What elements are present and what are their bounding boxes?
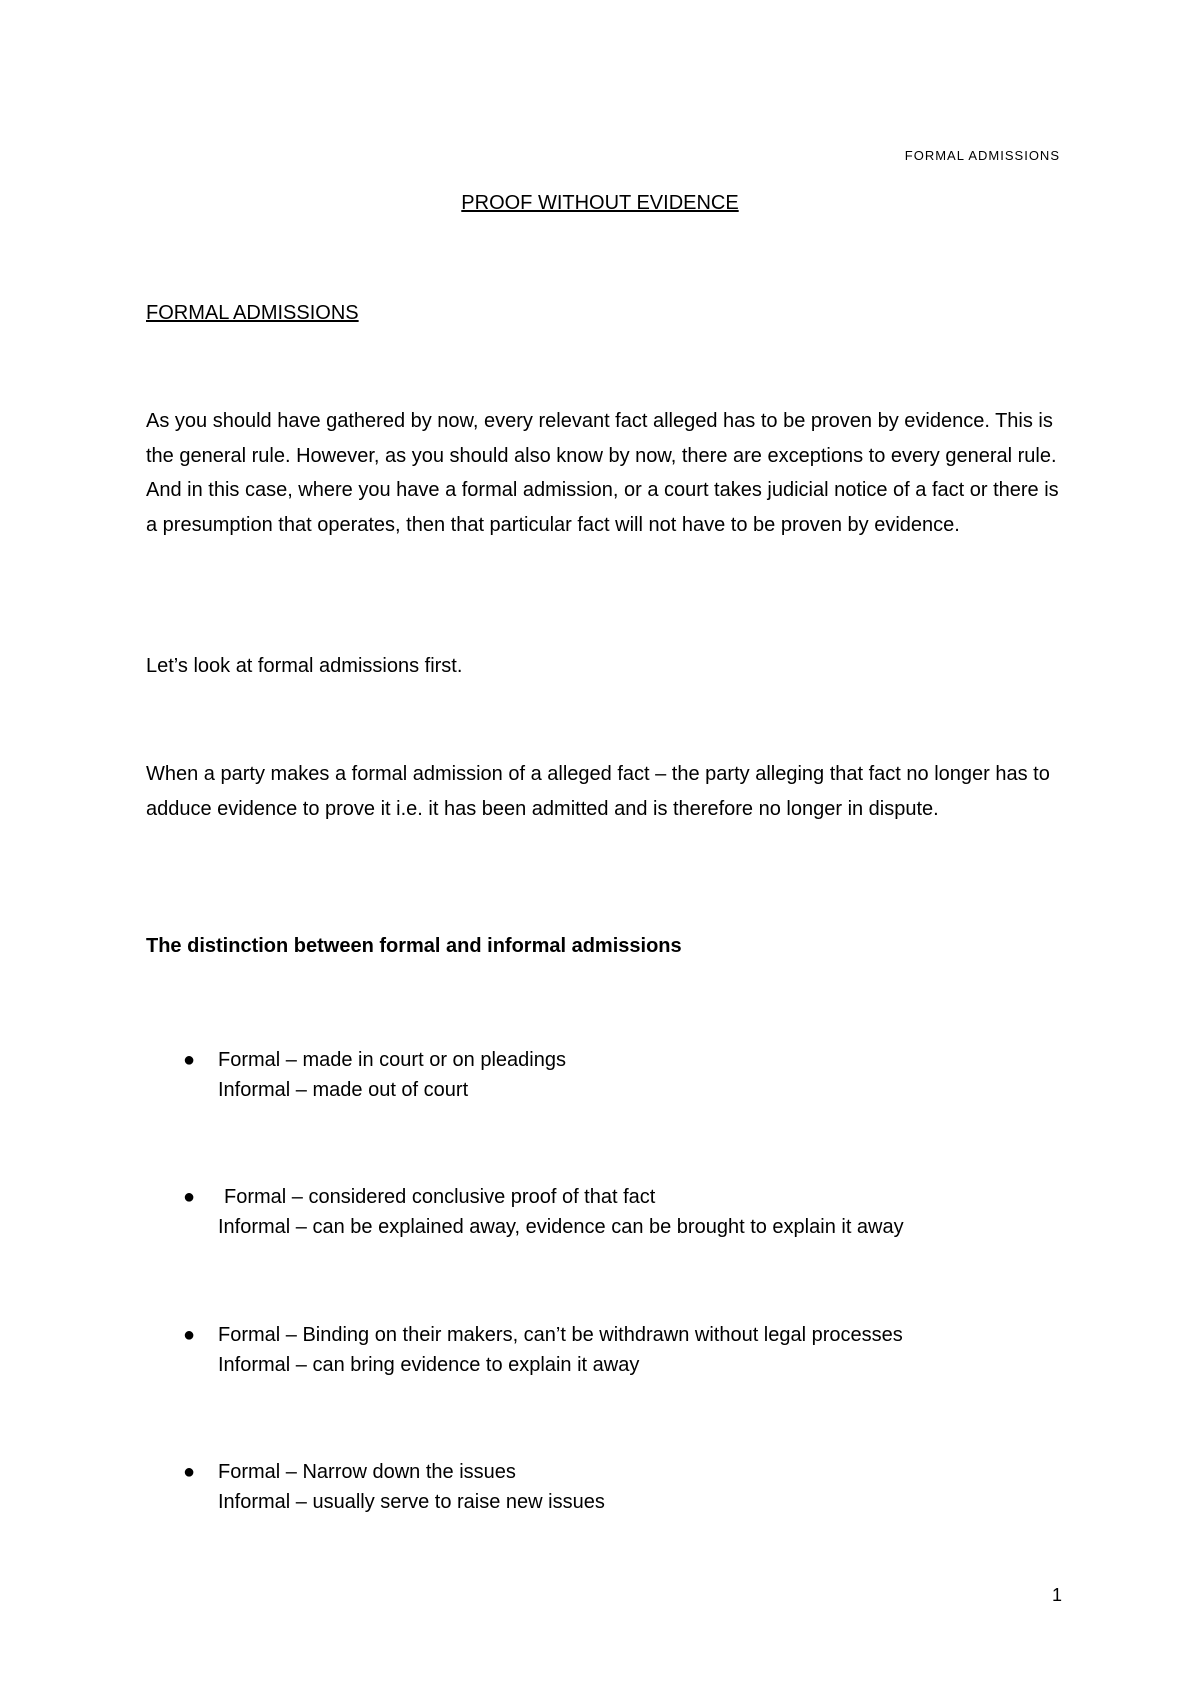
- subheading-distinction: The distinction between formal and informal admissions: [146, 935, 682, 957]
- bullet-icon: ●: [182, 1324, 196, 1346]
- section-heading: FORMAL ADMISSIONS: [146, 302, 359, 324]
- bullet-icon: ●: [182, 1049, 196, 1071]
- list-item-formal: Formal – made in court or on pleadings: [218, 1049, 566, 1071]
- paragraph-formal-admission: When a party makes a formal admission of a alleged fact – the party alleging that fact no longer has to adduce evidence to prove it i.e. it has been admitted and is therefore no longer in dispute.: [146, 763, 1050, 820]
- running-header: FORMAL ADMISSIONS: [904, 148, 1060, 163]
- paragraph-general-rule: As you should have gathered by now, every relevant fact alleged has to be proven by evidence. This is the general rule. However, as you should also know by now, there are exceptions to every general rule. And in this case, where you have a formal admission, or a court takes judicial notice of a fact or there is a presumption that operates, then that particular fact will not have to be proven by evidence.: [146, 410, 1059, 536]
- list-item: [146, 1045, 1086, 1105]
- list-item-formal: Formal – Binding on their makers, can’t be withdrawn without legal processes: [218, 1324, 903, 1346]
- list-item-formal: Formal – Narrow down the issues: [218, 1461, 516, 1483]
- list-item-formal: Formal – considered conclusive proof of that fact: [224, 1186, 656, 1208]
- list-item-informal: Informal – can bring evidence to explain it away: [218, 1354, 640, 1376]
- paragraph-intro: Let’s look at formal admissions first.: [146, 655, 463, 677]
- list-item: [146, 1320, 1086, 1380]
- bullet-icon: ●: [182, 1461, 196, 1483]
- list-item-informal: Informal – made out of court: [218, 1079, 469, 1101]
- list-item-informal: Informal – can be explained away, evidence can be brought to explain it away: [218, 1216, 904, 1238]
- list-item-informal: Informal – usually serve to raise new issues: [218, 1491, 605, 1513]
- page-number: 1: [1051, 1585, 1062, 1605]
- list-item: [146, 1457, 1086, 1517]
- bullet-icon: ●: [182, 1186, 196, 1208]
- list-item: [146, 1182, 1086, 1242]
- document-title: PROOF WITHOUT EVIDENCE: [461, 192, 739, 214]
